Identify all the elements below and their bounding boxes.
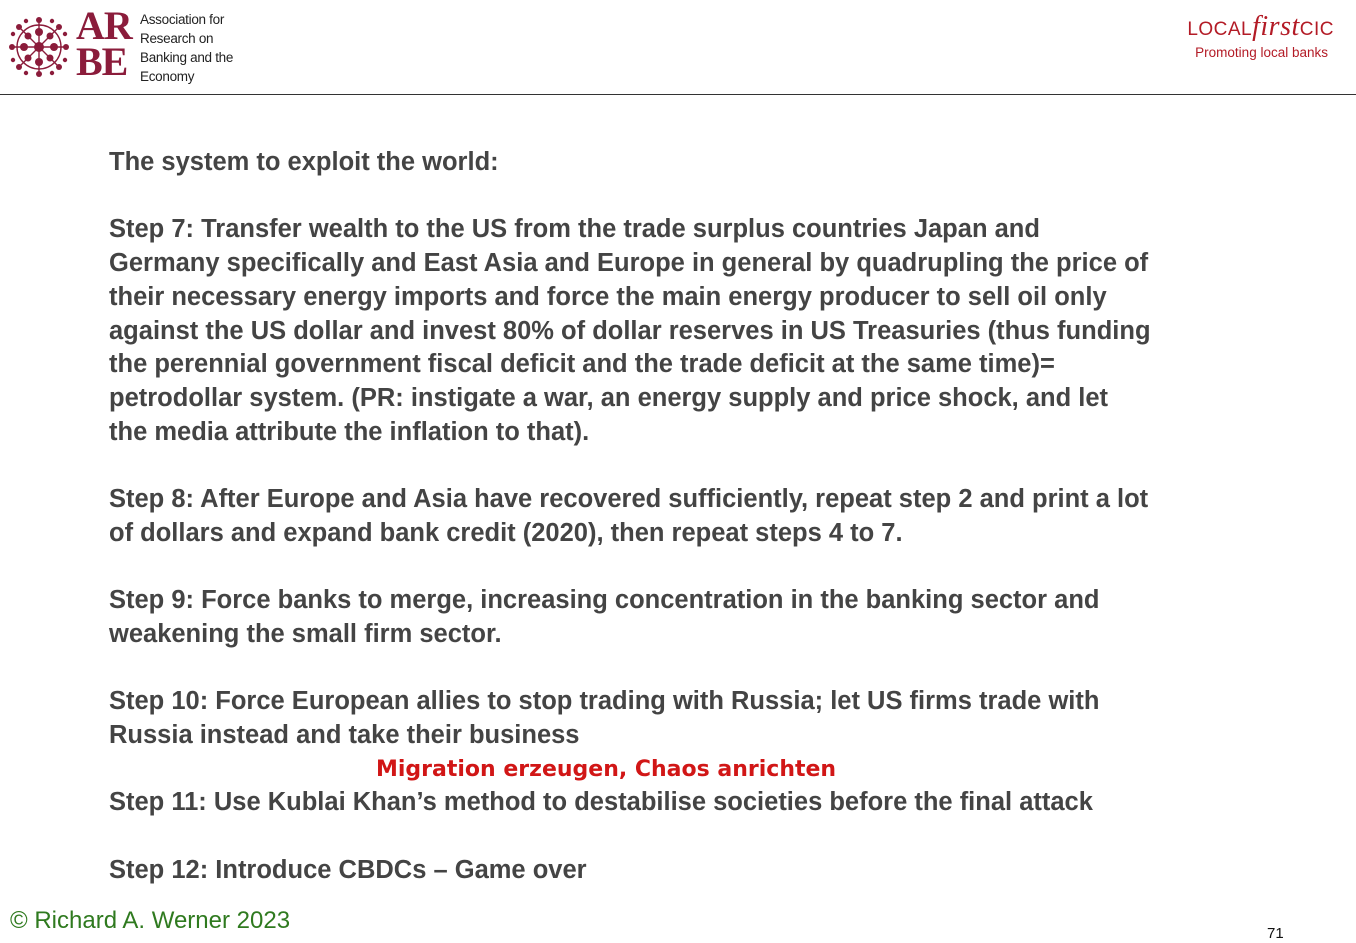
step-9-line: Step 9: Force banks to merge, increasing concentration in the banking sector and	[109, 586, 1100, 615]
spacer	[109, 652, 1289, 686]
arbe-desc-line: Association for	[140, 12, 225, 27]
spacer	[109, 180, 1289, 214]
arbe-letters-line2: BE	[76, 39, 128, 84]
arbe-logo	[4, 3, 244, 86]
step-12-line: Step 12: Introduce CBDCs – Game over	[109, 855, 587, 884]
step-10-line: Russia instead and take their business	[109, 720, 580, 749]
step-7-line: their necessary energy imports and force the main energy producer to sell oil only	[109, 282, 1107, 311]
step-11-line: Step 11: Use Kublai Khan’s method to destabilise societies before the final attack	[109, 788, 1093, 817]
spacer	[109, 820, 1289, 854]
spacer	[109, 449, 1289, 483]
step-7-line: petrodollar system. (PR: instigate a war, an energy supply and price shock, and let	[109, 383, 1109, 412]
arbe-desc-line: Economy	[140, 69, 195, 84]
step-8-line: of dollars and expand bank credit (2020), then repeat steps 4 to 7.	[109, 518, 903, 547]
localfirst-cic: CIC	[1299, 19, 1334, 40]
localfirst-tagline: Promoting local banks	[1195, 45, 1328, 60]
arbe-desc-line: Banking and the	[140, 50, 234, 65]
localfirst-wordmark	[1174, 12, 1334, 45]
localfirst-local: LOCAL	[1187, 19, 1253, 40]
page-number: 71	[1267, 925, 1284, 942]
arbe-desc-line: Research on	[140, 31, 214, 46]
step-7-line: the perennial government fiscal deficit and the trade deficit at the same time)=	[109, 350, 1055, 379]
step-7-line: Step 7: Transfer wealth to the US from the trade surplus countries Japan and	[109, 215, 1040, 244]
spacer	[109, 550, 1289, 584]
step-7-line: Germany specifically and East Asia and Europe in general by quadrupling the price of	[109, 249, 1149, 278]
step-7-line: against the US dollar and invest 80% of dollar reserves in US Treasuries (thus funding	[109, 316, 1151, 345]
slide-title: The system to exploit the world:	[109, 148, 499, 176]
step-10-line: Step 10: Force European allies to stop trading with Russia; let US firms trade with	[109, 687, 1100, 716]
step-7-line: the media attribute the inflation to that).	[109, 417, 590, 446]
arbe-description	[140, 10, 233, 86]
step-8-line: Step 8: After Europe and Asia have recovered sufficiently, repeat step 2 and print a lot	[109, 485, 1149, 513]
annotation-row	[109, 753, 1289, 787]
localfirst-first: first	[1252, 11, 1300, 42]
copyright-notice: © Richard A. Werner 2023	[10, 907, 291, 934]
slide-body	[109, 146, 1289, 887]
arbe-letters	[76, 3, 132, 84]
localfirst-logo	[1174, 12, 1334, 60]
step-9-line: weakening the small firm sector.	[109, 619, 502, 648]
red-annotation: Migration erzeugen, Chaos anrichten	[376, 756, 837, 782]
floral-emblem-icon	[4, 12, 74, 82]
arbe-letters-line1: AR	[76, 3, 132, 48]
slide-header	[0, 0, 1356, 95]
